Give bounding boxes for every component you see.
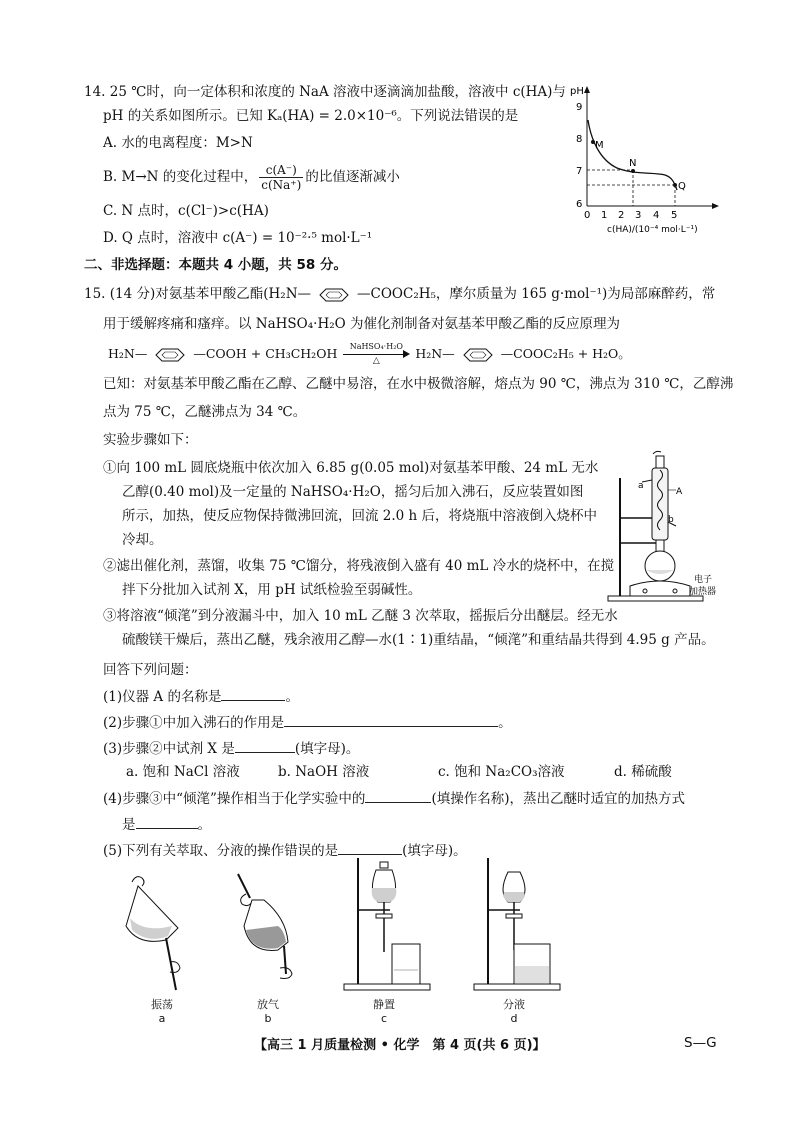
q15-option-b: b. NaOH 溶液	[278, 764, 370, 780]
figure-shaking	[118, 868, 198, 998]
answer-blank-4b[interactable]	[136, 814, 198, 829]
fig-a-letter: a	[158, 1012, 166, 1025]
point-n-label: N	[629, 158, 637, 169]
fig-c-name: 静置	[373, 998, 395, 1011]
x-tick-5: 5	[671, 210, 678, 221]
q15-option-c: c. 饱和 Na₂CO₃溶液	[438, 764, 565, 780]
q14-option-b: B. M→N 的变化过程中， $\frac{c(A^-)}{c(Na^+)}$ 的比值逐渐减小	[103, 163, 400, 192]
figure-standing	[338, 852, 438, 998]
q14-option-d: D. Q 点时，溶液中 c(A⁻) = 10⁻²·⁵ mol·L⁻¹	[103, 230, 373, 246]
answer-blank-2[interactable]	[284, 712, 498, 727]
x-tick-1: 1	[601, 210, 608, 221]
q15-option-a: a. 饱和 NaCl 溶液	[126, 764, 240, 780]
fig-d-name: 分液	[503, 998, 525, 1011]
figure-separating	[468, 852, 568, 998]
step3-line1: ③将溶液“倾滗”到分液漏斗中，加入 10 mL 乙醚 3 次萃取，摇振后分出醚层。经无水	[103, 608, 618, 624]
step1-line4: 冷却。	[122, 532, 163, 548]
figure-venting	[228, 868, 308, 998]
heater-label-line2: 加热器	[689, 587, 717, 597]
q14-stem-line2: pH 的关系如图所示。已知 Kₐ(HA) = 2.0×10⁻⁶。下列说法错误的是	[103, 108, 519, 124]
step2-line2: 拌下分批加入试剂 X，用 pH 试纸检验至弱碱性。	[122, 582, 422, 598]
section-2-heading: 二、非选择题：本题共 4 小题，共 58 分。	[84, 257, 347, 273]
sub-question-2: (2)步骤①中加入沸石的作用是 。	[103, 712, 512, 733]
apparatus-label-a: a	[638, 481, 644, 491]
fraction-a-over-na: $\frac{c(A^-)}{c(Na^+)}$	[261, 163, 302, 192]
fig-b-letter: b	[264, 1012, 272, 1025]
known-line1: 已知：对氨基苯甲酸乙酯在乙醇、乙醚中易溶，在水中极微溶解，熔点为 90 ℃，沸点为 310 ℃，乙醇沸	[103, 376, 734, 392]
step2-line1: ②滤出催化剂，蒸馏，收集 75 ℃馏分，将残液倒入盛有 40 mL 冷水的烧杯中，在搅	[103, 558, 615, 574]
sub-question-3: (3)步骤②中试剂 X 是 (填字母)。	[103, 738, 359, 759]
ph-chart	[565, 80, 725, 240]
reaction-equation: H₂N— —COOH + CH₃CH₂OH NaHSO₄·H₂O △ H₂N— —COOC₂H₅ + H₂O。	[108, 341, 631, 366]
apparatus-label-A: A	[676, 487, 683, 497]
paper-code: S—G	[684, 1035, 717, 1051]
answer-blank-3[interactable]	[235, 738, 295, 753]
sub-question-4-cont: 是 。	[122, 814, 211, 835]
point-q-label: Q	[678, 181, 686, 192]
sub-question-4: (4)步骤③中“倾滗”操作相当于化学实验中的 (填操作名称)，蒸出乙醚时适宜的加热方式	[103, 788, 685, 809]
sub-question-1: (1)仪器 A 的名称是 。	[103, 686, 299, 707]
known-line2: 点为 75 ℃，乙醚沸点为 34 ℃。	[103, 404, 307, 420]
benzene-ring-icon	[455, 347, 501, 363]
sub-question-5: (5)下列有关萃取、分液的操作错误的是 (填字母)。	[103, 840, 467, 861]
answer-blank-1[interactable]	[221, 686, 285, 701]
reflux-apparatus	[598, 448, 728, 608]
fig-a-name: 振荡	[151, 998, 173, 1011]
page-footer: 【高三 1 月质量检测 • 化学 第 4 页(共 6 页)】	[254, 1038, 546, 1053]
heater-label-line1: 电子	[694, 575, 713, 585]
q14-option-c: C. N 点时，c(Cl⁻)>c(HA)	[103, 203, 269, 219]
x-tick-3: 3	[635, 210, 642, 221]
chart-y-title: pH	[570, 86, 584, 97]
q14-stem-line1: 14. 25 ℃时，向一定体积和浓度的 NaA 溶液中逐滴滴加盐酸，溶液中 c(HA)与	[84, 84, 566, 100]
fig-b-name: 放气	[257, 998, 279, 1011]
x-tick-4: 4	[653, 210, 660, 221]
q14-option-a: A. 水的电离程度：M>N	[103, 135, 253, 151]
x-tick-0: 0	[584, 210, 591, 221]
step1-line2: 乙醇(0.40 mol)及一定量的 NaHSO₄·H₂O，摇匀后加入沸石，反应装置如图	[122, 484, 584, 500]
step1-line3: 所示，加热，使反应物保持微沸回流，回流 2.0 h 后，将烧瓶中溶液倒入烧杯中	[122, 508, 598, 524]
q15-line2: 用于缓解疼痛和瘙痒。以 NaHSO₄·H₂O 为催化剂制备对氨基苯甲酸乙酯的反应原理为	[103, 316, 620, 332]
q15-option-d: d. 稀硫酸	[614, 764, 672, 780]
benzene-ring-icon	[147, 347, 193, 363]
y-tick-8: 8	[576, 134, 583, 145]
answer-title: 回答下列问题：	[103, 662, 198, 678]
fig-d-letter: d	[510, 1012, 518, 1025]
fig-c-letter: c	[380, 1012, 388, 1025]
steps-title: 实验步骤如下：	[103, 432, 198, 448]
answer-blank-4a[interactable]	[365, 788, 431, 803]
apparatus-label-b: b	[668, 515, 674, 525]
reaction-arrow: NaHSO₄·H₂O △	[341, 345, 411, 365]
x-tick-2: 2	[618, 210, 625, 221]
chart-x-label: c(HA)/(10⁻⁴ mol·L⁻¹)	[607, 225, 698, 235]
point-m-label: M	[595, 140, 604, 151]
y-tick-7: 7	[576, 166, 583, 177]
q15-line1: 15. (14 分)对氨基苯甲酸乙酯(H₂N— —COOC₂H₅，摩尔质量为 165 g·mol⁻¹)为局部麻醉药，常	[84, 286, 716, 302]
step1-line1: ①向 100 mL 圆底烧瓶中依次加入 6.85 g(0.05 mol)对氨基苯甲酸、24 mL 无水	[103, 460, 599, 476]
benzene-ring-icon	[311, 287, 357, 303]
y-tick-6: 6	[576, 199, 583, 210]
step3-line2: 硫酸镁干燥后，蒸出乙醚，残余液用乙醇—水(1∶1)重结晶，“倾滗”和重结晶共得到 4.95 g 产品。	[122, 632, 715, 648]
y-tick-9: 9	[576, 102, 583, 113]
